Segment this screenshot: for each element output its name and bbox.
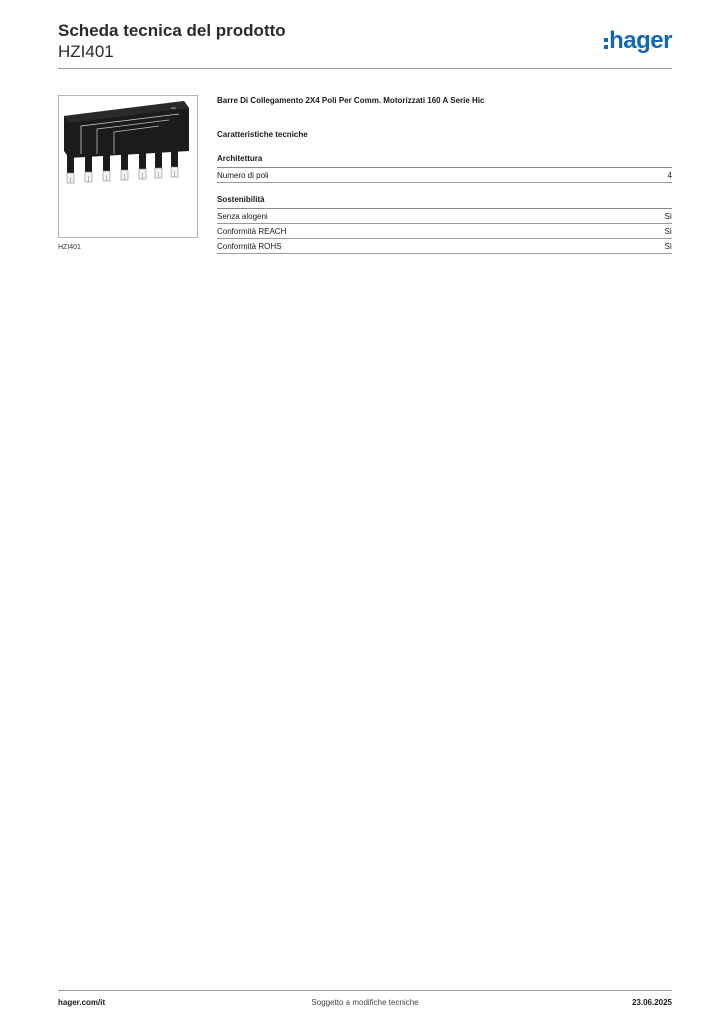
spec-value: Sì: [664, 242, 672, 251]
footer-note: Soggetto a modifiche tecniche: [311, 998, 419, 1007]
logo-dots-icon: [604, 38, 608, 49]
characteristics-title: Caratteristiche tecniche: [217, 130, 308, 139]
spec-row: [217, 209, 672, 224]
busbar-product-photo-icon: [59, 96, 197, 237]
image-caption: HZI401: [58, 244, 81, 251]
footer-divider: [58, 990, 672, 991]
hager-logo: [604, 28, 672, 54]
spec-value: Sì: [664, 212, 672, 221]
spec-row: [217, 239, 672, 254]
spec-value: Sì: [664, 227, 672, 236]
spec-row: [217, 168, 672, 183]
spec-value: 4: [667, 171, 672, 180]
group-title: Sostenibilità: [217, 195, 672, 209]
group-architettura: [217, 154, 672, 183]
spec-label: Conformità ROHS: [217, 242, 282, 251]
page-header: [58, 20, 672, 62]
spec-label: Conformità REACH: [217, 227, 287, 236]
header-divider: [58, 68, 672, 69]
product-code: HZI401: [58, 42, 114, 61]
document-title: Scheda tecnica del prodotto: [58, 21, 286, 40]
page-footer: [58, 998, 672, 1010]
footer-website-link[interactable]: hager.com/it: [58, 998, 106, 1007]
spec-label: Numero di poli: [217, 171, 269, 180]
group-sostenibilita: [217, 195, 672, 254]
logo-text: hager: [609, 27, 672, 54]
spec-row: [217, 224, 672, 239]
spec-label: Senza alogeni: [217, 212, 268, 221]
product-details: [217, 96, 672, 254]
group-title: Architettura: [217, 154, 672, 168]
product-image: [58, 95, 198, 238]
product-description: Barre Di Collegamento 2X4 Poli Per Comm. Motorizzati 160 A Serie Hic: [217, 96, 485, 105]
svg-text:HZI: HZI: [171, 106, 176, 110]
footer-date: 23.06.2025: [631, 998, 672, 1007]
